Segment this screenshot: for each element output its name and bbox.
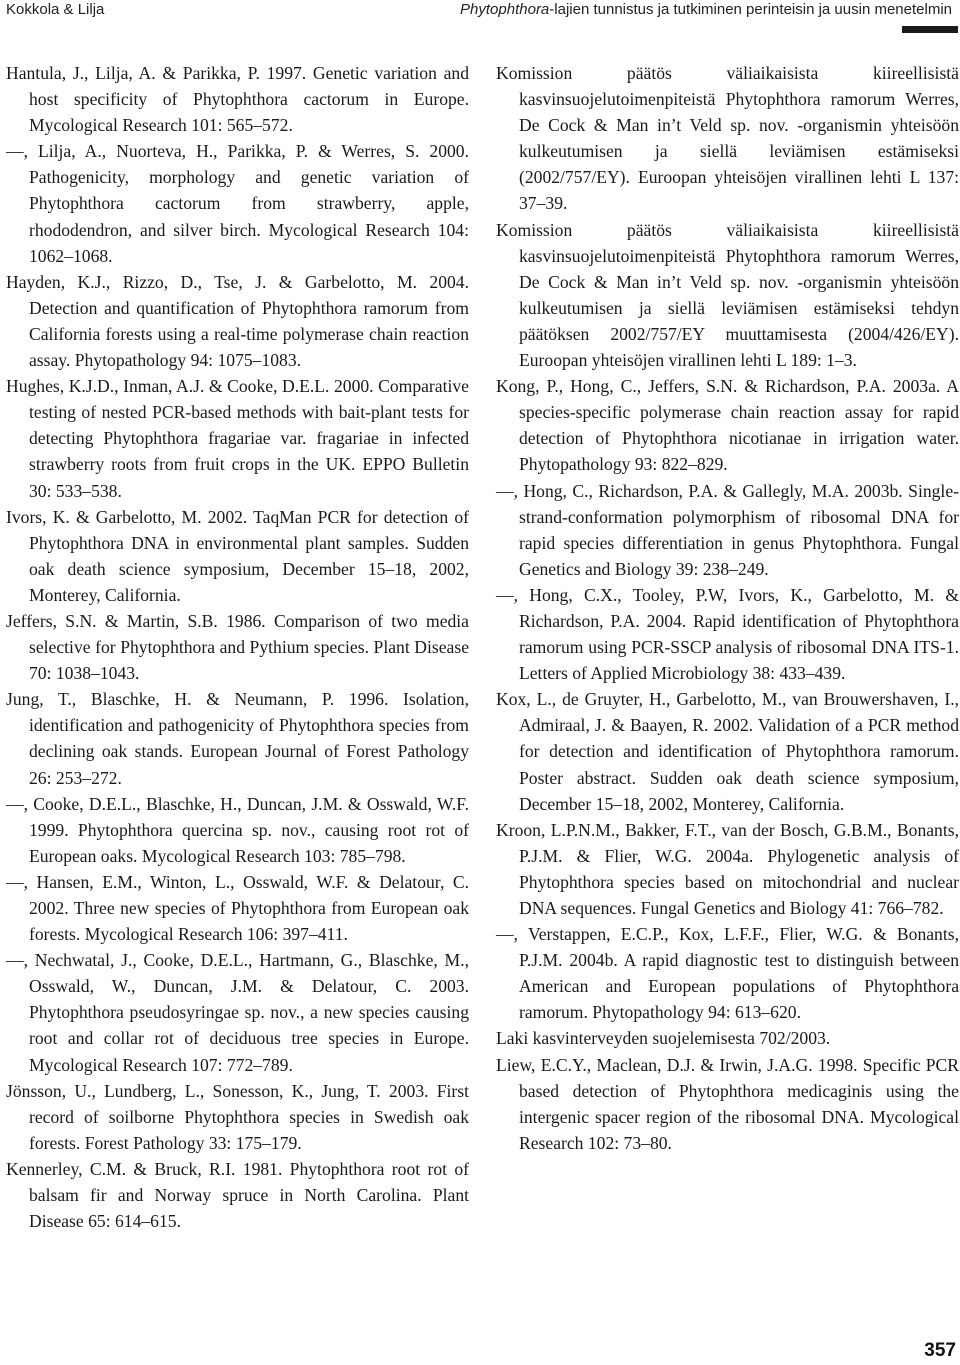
reference-entry: Komission päätös väliaikaisista kiireellisistä kasvinsuojelutoimenpiteistä Phytophthora ramorum Werres, De Cock & Man in’t Veld sp. nov. -organismin yhteisöön kulkeutumisen ja siellä leviämisen estämiseksi tehdyn päätöksen 2002/757/EY muuttamisesta (2004/426/EY). Euroopan yhteisöjen virallinen lehti L 189: 1–3. <box>496 219 959 371</box>
reference-entry: Jönsson, U., Lundberg, L., Sonesson, K., Jung, T. 2003. First record of soilborne Phytophthora species in Swedish oak forests. Forest Pathology 33: 175–179. <box>6 1080 469 1153</box>
reference-entry: —, Hong, C., Richardson, P.A. & Gallegly, M.A. 2003b. Single-strand-conformation polymorphism of ribosomal DNA for rapid species differentiation in genus Phytophthora. Fungal Genetics and Biology 39: 238–249. <box>496 480 959 579</box>
reference-entry: Hayden, K.J., Rizzo, D., Tse, J. & Garbelotto, M. 2004. Detection and quantification of Phytophthora ramorum from California forests using a real-time polymerase chain reaction assay. Phytopathology 94: 1075–1083. <box>6 271 469 371</box>
page-number: 357 <box>924 1340 956 1361</box>
header-title-rest: -lajien tunnistus ja tutkiminen perinteisin ja uusin menetelmin <box>549 1 952 18</box>
reference-entry: —, Hong, C.X., Tooley, P.W, Ivors, K., Garbelotto, M. & Richardson, P.A. 2004. Rapid identification of Phytophthora ramorum using PCR-SSCP analysis of ribosomal DNA ITS-1. Letters of Applied Microbiology 38: 433–439. <box>496 584 959 684</box>
header-rule <box>902 26 958 33</box>
reference-entry: Ivors, K. & Garbelotto, M. 2002. TaqMan PCR for detection of Phytophthora DNA in environmental plant samples. Sudden oak death science symposium, December 15–18, 2002, Monterey, California. <box>6 506 469 605</box>
references-left-column <box>6 60 469 1234</box>
references-right-column <box>496 60 959 1156</box>
running-header <box>0 0 960 22</box>
reference-entry: —, Nechwatal, J., Cooke, D.E.L., Hartmann, G., Blaschke, M., Osswald, W., Duncan, J.M. & Delatour, C. 2003. Phytophthora pseudosyringae sp. nov., a new species causing root and collar rot of deciduous tree species in Europe. Mycological Research 107: 772–789. <box>6 950 469 1075</box>
reference-entry: Komission päätös väliaikaisista kiireellisistä kasvinsuojelutoimenpiteistä Phytophthora ramorum Werres, De Cock & Man in’t Veld sp. nov. -organismin yhteisöön kulkeutumisen ja siellä leviämisen estämiseksi (2002/757/EY). Euroopan yhteisöjen virallinen lehti L 137: 37–39. <box>496 63 959 214</box>
header-authors: Kokkola & Lilja <box>6 1 105 18</box>
reference-entry: Jung, T., Blaschke, H. & Neumann, P. 1996. Isolation, identification and pathogenicity of Phytophthora species from declining oak stands. European Journal of Forest Pathology 26: 253–272. <box>6 689 469 788</box>
reference-entry: Kox, L., de Gruyter, H., Garbelotto, M., van Brouwershaven, I., Admiraal, J. & Baayen, R. 2002. Validation of a PCR method for detection and identification of Phytophthora ramorum. Poster abstract. Sudden oak death science symposium, December 15–18, 2002, Monterey, California. <box>496 689 959 814</box>
header-title <box>460 0 952 20</box>
reference-entry: Kong, P., Hong, C., Jeffers, S.N. & Richardson, P.A. 2003a. A species-specific polymerase chain reaction assay for rapid detection of Phytophthora nicotianae in irrigation water. Phytopathology 93: 822–829. <box>496 376 959 475</box>
reference-entry: Hantula, J., Lilja, A. & Parikka, P. 1997. Genetic variation and host specificity of Phytophthora cactorum in Europe. Mycological Research 101: 565–572. <box>6 63 469 136</box>
reference-entry: Liew, E.C.Y., Maclean, D.J. & Irwin, J.A.G. 1998. Specific PCR based detection of Phytophthora medicaginis using the intergenic spacer region of the ribosomal DNA. Mycological Research 102: 73–80. <box>496 1054 959 1153</box>
reference-entry: Laki kasvinterveyden suojelemisesta 702/2003. <box>496 1028 831 1049</box>
reference-entry: Hughes, K.J.D., Inman, A.J. & Cooke, D.E.L. 2000. Comparative testing of nested PCR-based methods with bait-plant tests for detecting Phytophthora fragariae var. fragariae in infected strawberry roots from fruit crops in the UK. EPPO Bulletin 30: 533–538. <box>6 376 469 501</box>
reference-entry: —, Lilja, A., Nuorteva, H., Parikka, P. & Werres, S. 2000. Pathogenicity, morphology and genetic variation of Phytophthora cactorum from strawberry, apple, rhododendron, and silver birch. Mycological Research 104: 1062–1068. <box>6 141 469 266</box>
reference-entry: Jeffers, S.N. & Martin, S.B. 1986. Comparison of two media selective for Phytophthora and Pythium species. Plant Disease 70: 1038–1043. <box>6 610 469 684</box>
reference-entry: Kennerley, C.M. & Bruck, R.I. 1981. Phytophthora root rot of balsam fir and Norway spruce in North Carolina. Plant Disease 65: 614–615. <box>6 1158 469 1232</box>
reference-entry: —, Verstappen, E.C.P., Kox, L.F.F., Flier, W.G. & Bonants, P.J.M. 2004b. A rapid diagnostic test to distinguish between American and European populations of Phytophthora ramorum. Phytopathology 94: 613–620. <box>496 924 959 1023</box>
reference-entry: Kroon, L.P.N.M., Bakker, F.T., van der Bosch, G.B.M., Bonants, P.J.M. & Flier, W.G. 2004a. Phylogenetic analysis of Phytophthora species based on mitochondrial and nuclear DNA sequences. Fungal Genetics and Biology 41: 766–782. <box>496 819 959 918</box>
reference-entry: —, Cooke, D.E.L., Blaschke, H., Duncan, J.M. & Osswald, W.F. 1999. Phytophthora quercina sp. nov., causing root rot of European oaks. Mycological Research 103: 785–798. <box>6 793 469 866</box>
header-title-italic: Phytophthora <box>460 1 550 18</box>
reference-entry: —, Hansen, E.M., Winton, L., Osswald, W.F. & Delatour, C. 2002. Three new species of Phytophthora from European oak forests. Mycological Research 106: 397–411. <box>6 871 469 945</box>
